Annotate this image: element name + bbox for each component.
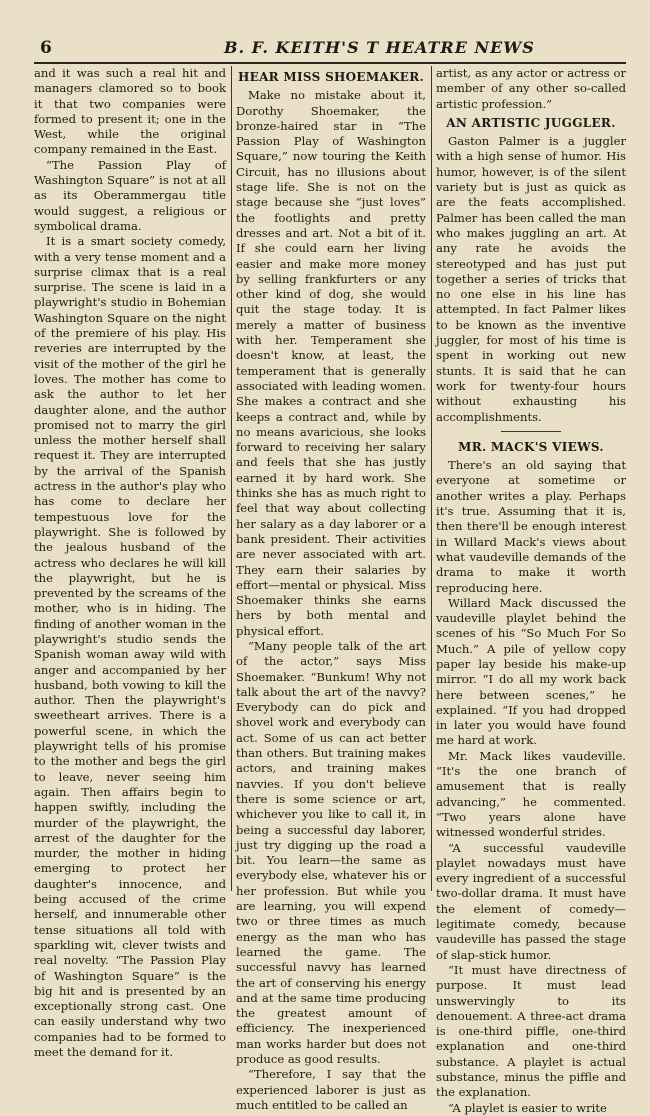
article-paragraph: “A successful vaudeville playlet nowadays must have every ingredient of a successful two-dollar drama. It must have the element of comedy—legitimate comedy, because vaudeville has passed the stage of slap-stick humor.: [436, 840, 626, 962]
article-columns: [34, 66, 628, 1115]
column-3: [436, 66, 626, 1115]
article-paragraph: “Therefore, I say that the experienced laborer is just as much entitled to be called an: [236, 1067, 426, 1112]
article-heading-mack: MR. MACK'S VIEWS.: [458, 439, 604, 454]
article-paragraph: artist, as any actor or actress or member of any other so-called artistic profession.”: [436, 66, 626, 111]
column-divider: [431, 66, 432, 891]
article-heading-shoemaker: HEAR MISS SHOEMAKER.: [237, 70, 424, 84]
article-paragraph: Willard Mack discussed the vaudeville playlet behind the scenes of his “So Much For So Much.” A pile of yellow copy paper lay beside his make-up mirror. “I do all my work back here between scenes,” he explained. “If you had dropped in later you would have found me hard at work.: [436, 595, 626, 748]
article-paragraph: There's an old saying that everyone at sometime or another writes a play. Perhaps it's true. Assuming that it is, then there'll be enough interest in Willard Mack's views about what vaudeville demands of the drama to make it worth reproducing here.: [436, 458, 626, 595]
article-paragraph: “It must have directness of purpose. It must lead unswervingly to its denouement. A three-act drama is one-third piffle, one-third explanation and one-third substance. A playlet is actual substance, minus the piffle and the explanation.: [436, 962, 626, 1100]
section-separator: [501, 431, 561, 432]
article-paragraph: Mr. Mack likes vaudeville. “It's the one branch of amusement that is really advancing,” he commented. “Two years alone have witnessed wonderful strides.: [436, 748, 626, 840]
article-paragraph: “A playlet is easier to write: [448, 1100, 607, 1115]
column-1: [34, 66, 226, 1059]
article-heading-juggler: AN ARTISTIC JUGGLER.: [446, 115, 616, 130]
column-divider: [231, 66, 232, 891]
article-paragraph: Make no mistake about it, Dorothy Shoemaker, the bronze-haired star in “The Passion Play of Washington Square,” now touring the Keith Circuit, has no illusions about stage life. She is not on the stage because she “just loves” the footlights and pretty dresses and art. Not a bit of it. If she could earn her living easier and make more money by selling frankfurters or any other kind of dog, she would quit the stage today. It is merely a matter of business with her. Temperament she doesn't know, at least, the temperament that is generally associated with leading women. She makes a contract and she keeps a contract and, while by no means avaricious, she looks forward to receiving her salary and feels that she has justly earned it by hard work. She thinks she has as much right to feel that way about collecting her salary as a day laborer or a bank president. Their activities are never associated with art. They earn their salaries by effort—mental or physical. Miss Shoemaker thinks she earns hers by both mental and physical effort.: [236, 88, 426, 638]
article-paragraph: It is a smart society comedy, with a very tense moment and a surprise climax that is a real surprise. The scene is laid in a playwright's studio in Bohemian Washington Square on the night of the premiere of his play. His reveries are interrupted by the visit of the mother of the girl he loves. The mother has come to ask the author to let her daughter alone, and the author promised not to marry the girl unless the mother herself shall request it. They are interrupted by the arrival of the Spanish actress in the author's play who has come to declare her tempestuous love for the playwright. She is followed by the jealous husband of the actress who declares he will kill the playwright, but he is prevented by the screams of the mother, who is in hiding. The finding of another woman in the playwright's studio sends the Spanish woman away wild with anger and accompanied by her husband, both vowing to kill the author. Then the playwright's sweetheart arrives. There is a powerful scene, in which the playwright tells of his promise to the mother and begs the girl to leave, never seeing him again. Then affairs begin to happen swiftly, including the murder of the playwright, the arrest of the daughter for the murder, the mother in hiding emerging to protect her daughter's innocence, and being accused of the crime herself, and innumerable other tense situations all told with sparkling wit, clever twists and real novelty. “The Passion Play of Washington Square” is the big hit and is presented by an exceptionally strong cast. One can easily understand why two companies had to be formed to meet the demand for it.: [34, 234, 226, 1059]
paper-title: B. F. KEITH'S T HEATRE NEWS: [224, 38, 535, 57]
article-paragraph: Gaston Palmer is a juggler with a high sense of humor. His humor, however, is of the silent variety but is just as quick as are the feats accomplished. Palmer has been called the man who makes juggling an art. At any rate he avoids the stereotyped and has just put together a series of tricks that no one else in his line has attempted. In fact Palmer likes to be known as the inventive juggler, for most of his time is spent in working out new stunts. It is said that he can work for twenty-four hours without exhausting his accomplishments.: [436, 134, 626, 424]
column-2: [236, 66, 426, 1112]
page-number: 6: [40, 38, 52, 58]
article-paragraph: “The Passion Play of Washington Square” is not at all as its Oberammergau title would suggest, a religious or symbolical drama.: [34, 157, 226, 233]
page-header: [34, 28, 626, 64]
article-paragraph: “Many people talk of the art of the actor,” says Miss Shoemaker. “Bunkum! Why not talk about the art of the navvy? Everybody can do pick and shovel work and everybody can act. Some of us can act better than others. But training makes actors, and training makes navvies. If you don't believe there is some science or art, whichever you like to call it, in being a successful day laborer, just try digging up the road a bit. You learn—the same as everybody else, whatever his or her profession. But while you are learning, you will expend two or three times as much energy as the man who has learned the game. The successful navvy has learned the art of conserving his energy and at the same time producing the greatest amount of efficiency. The inexperienced man works harder but does not produce as good results.: [236, 638, 426, 1066]
article-paragraph: and it was such a real hit and managers clamored so to book it that two companies were formed to present it; one in the West, while the original company remained in the East.: [34, 66, 226, 157]
